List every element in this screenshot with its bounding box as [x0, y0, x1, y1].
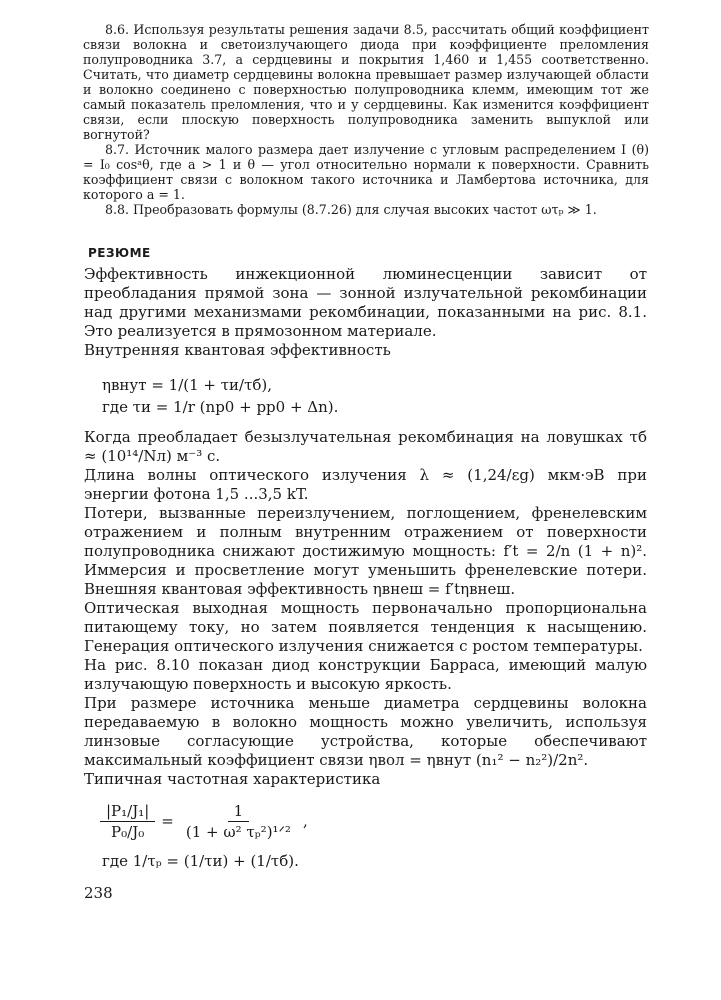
summary-paragraph: Эффективность инжекционной люминесценции зависит от преобладания прямой зона — зонной излучательной рекомбинации над другими механизмами рекомбинации, показанными на рис. 8.1. Это реализуется в прямозонном материале.: [84, 265, 647, 340]
problem-8-8: 8.8. Преобразовать формулы (8.7.26) для случая высоких частот ωτₚ ≫ 1.: [105, 202, 597, 217]
problem-8-7: 8.7. Источник малого размера дает излучение с угловым распределением I (θ) = I₀ cosᵃθ, где a > 1 и θ — угол относительно нормали к поверхности. Сравнить коэффициент связи с волокном такого источника и Ламбертова источника, для которого a = 1.: [83, 142, 649, 202]
equals-sign: =: [161, 812, 174, 830]
summary-paragraph: Длина волны оптического излучения λ ≈ (1,24/εg) мкм·эВ при энергии фотона 1,5 ...3,5 kT.: [84, 466, 647, 503]
fraction-left-numerator: |P₁/J₁|: [100, 801, 155, 822]
comma: ,: [302, 812, 308, 830]
fraction-left: [100, 801, 155, 842]
formula-lifetime: где τи = 1/r (np0 + pp0 + Δn).: [102, 398, 339, 416]
fraction-right-denominator: (1 + ω² τₚ²)¹ᐟ²: [185, 823, 291, 841]
summary-section: [84, 265, 647, 903]
summary-paragraph: При размере источника меньше диаметра сердцевины волокна передаваемую в волокно мощность можно увеличить, используя линзовые согласующие устройства, которые обеспечивают максимальный коэффициент связи ηвол = ηвнут (n₁² − n₂²)/2n².: [84, 694, 647, 769]
fraction-right: [180, 801, 297, 842]
formula-internal-efficiency: ηвнут = 1/(1 + τи/τб),: [102, 376, 273, 394]
formula-total-lifetime: где 1/τₚ = (1/τи) + (1/τб).: [102, 852, 299, 870]
formula-frequency-response: [94, 801, 647, 842]
problem-8-6: 8.6. Используя результаты решения задачи 8.5, рассчитать общий коэффициент связи волокна и светоизлучающего диода при коэффициенте преломления полупроводника 3.7, а сердцевины и покрытия 1,460 и 1,455 соответственно. Считать, что диаметр сердцевины волокна превышает размер излучающей области и волокно соединено с поверхностью полупроводника клемм, имеющим тот же самый показатель преломления, что и у сердцевины. Как изменится коэффициент связи, если плоскую поверхность полупроводника заменить выпуклой или вогнутой?: [83, 22, 649, 142]
fraction-left-denominator: P₀/J₀: [111, 823, 145, 841]
summary-paragraph: Когда преобладает безызлучательная рекомбинация на ловушках τб ≈ (10¹⁴/Nл) м⁻³ с.: [84, 428, 647, 465]
problems-section: [83, 22, 649, 217]
summary-paragraph: Потери, вызванные переизлучением, поглощением, френелевским отражением и полным внутренним отражением от поверхности полупроводника снижают достижимую мощность: f′t = 2/n (1 + n)². Иммерсия и просветление могут уменьшить френелевские потери. Внешняя квантовая эффективность ηвнеш = f′tηвнеш.: [84, 504, 647, 598]
page-number: 238: [84, 884, 113, 902]
summary-paragraph: Внутренняя квантовая эффективность: [84, 341, 391, 359]
section-heading: РЕЗЮМЕ: [88, 246, 151, 260]
fraction-right-numerator: 1: [228, 801, 250, 822]
summary-paragraph: Типичная частотная характеристика: [84, 770, 381, 788]
summary-paragraph: Оптическая выходная мощность первоначально пропорциональна питающему току, но затем появляется тенденция к насыщению. Генерация оптического излучения снижается с ростом температуры.: [84, 599, 647, 655]
summary-paragraph: На рис. 8.10 показан диод конструкции Барраса, имеющий малую излучающую поверхность и высокую яркость.: [84, 656, 647, 693]
